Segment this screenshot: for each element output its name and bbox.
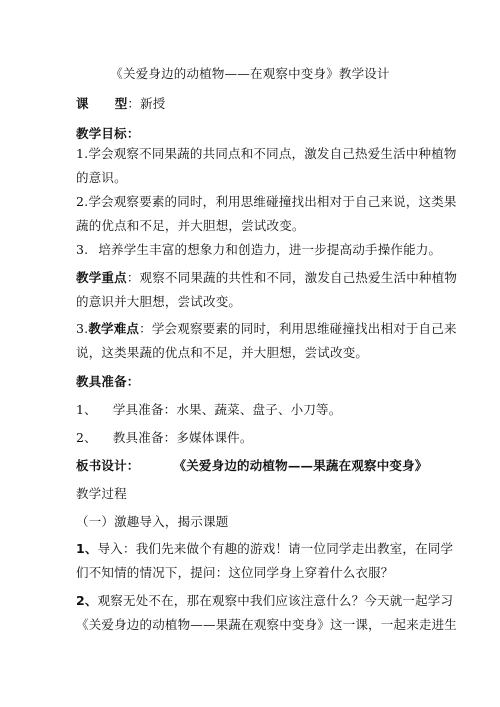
board-design-label: 板书设计：: [76, 458, 140, 473]
tool-1-number: 1、: [76, 402, 97, 417]
goal-2-line-2: 蔬的优点和不足，并大胆想，尝试改变。: [76, 218, 305, 233]
tool-2-text: 教具准备：多媒体课件。: [112, 430, 253, 445]
key-points-label: 教学重点: [76, 270, 127, 285]
tool-2-line: [76, 430, 436, 446]
document-title: 《关爱身边的动植物——在观察中变身》教学设计: [110, 66, 390, 81]
step-1-text: 导入：我们先来做个有趣的游戏！请一位同学走出教室，在同学: [97, 541, 454, 556]
step-2-text: 观察无处不在，那在观察中我们应该注意什么？今天就一起学习: [97, 593, 454, 608]
course-label-a: 课: [76, 96, 89, 111]
step-2-number: 2、: [76, 593, 98, 608]
step-1-number: 1、: [76, 541, 98, 556]
course-value: ：新授: [127, 96, 166, 111]
course-label-b: 型: [114, 96, 128, 111]
goal-1-line-2: 的意识。: [76, 170, 127, 185]
key-points-line-2: 的意识并大胆想，尝试改变。: [76, 294, 242, 309]
tool-1-text: 学具准备：水果、蔬菜、盘子、小刀等。: [112, 402, 342, 417]
difficulty-number: 3.: [76, 321, 89, 336]
difficulty-label: 教学难点: [88, 321, 140, 336]
difficulty-text: ：学会观察要素的同时，利用思维碰撞找出相对于自己来: [139, 321, 457, 336]
step-1-line-1: [76, 541, 454, 557]
part-1-heading: （一）激趣导入，揭示课题: [76, 514, 229, 529]
goal-2-line-1: 2.学会观察要素的同时，利用思维碰撞找出相对于自己来说，这类果: [76, 194, 457, 209]
goal-1-line-1: 1.学会观察不同果蔬的共同点和不同点，激发自己热爱生活中种植物: [76, 146, 457, 161]
tool-2-number: 2、: [76, 430, 97, 445]
goals-heading-text: 教学目标: [76, 126, 127, 141]
board-design-line: [76, 458, 436, 474]
board-design-text: 《关爱身边的动植物——果蔬在观察中变身》: [173, 458, 428, 473]
difficulty-line-1: [76, 321, 457, 337]
key-points-text: ：观察不同果蔬的共性和不同，激发自己热爱生活中种植物: [126, 270, 458, 285]
goal-3-number: 3.: [76, 242, 89, 257]
tools-heading: 教具准备：: [76, 374, 140, 389]
step-1-line-2: 们不知情的情况下，提问：这位同学身上穿着什么衣服？: [76, 565, 394, 580]
goal-3-line: [76, 242, 442, 258]
goals-heading: [76, 126, 436, 142]
step-2-line-1: [76, 593, 454, 609]
goal-3-text: 培养学生丰富的想象力和创造力，进一步提高动手操作能力。: [98, 242, 442, 257]
course-type-line: [76, 96, 436, 112]
difficulty-line-2: 说，这类果蔬的优点和不足，并大胆想，尝试改变。: [76, 345, 369, 360]
goals-heading-colon: ：: [126, 126, 140, 141]
key-points-line-1: [76, 270, 458, 286]
step-2-line-2: 《关爱身边的动植物——果蔬在观察中变身》这一课，一起来走进生: [76, 617, 458, 632]
process-heading: 教学过程: [76, 486, 127, 501]
tool-1-line: [76, 402, 436, 418]
